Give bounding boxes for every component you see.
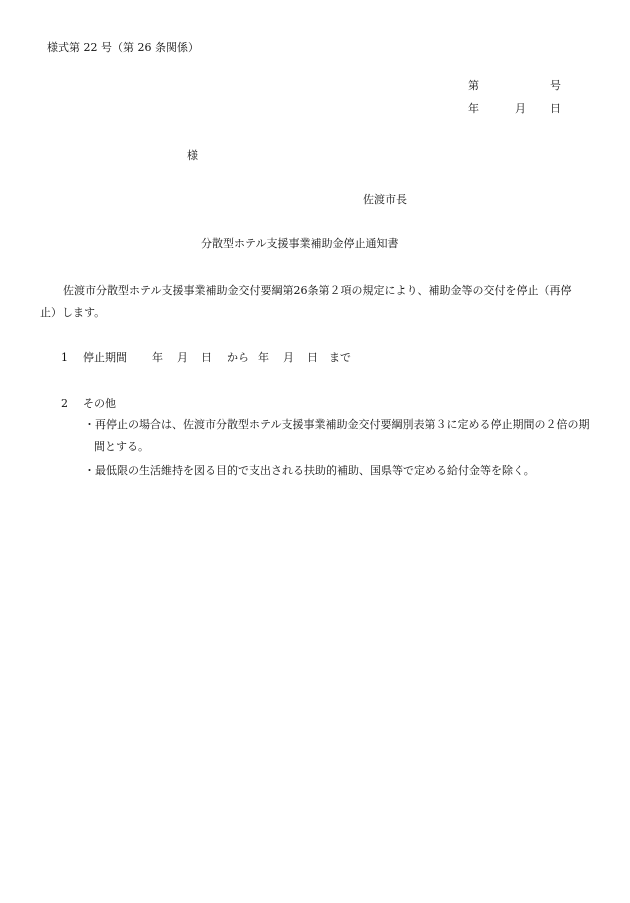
form-number: 様式第 22 号（第 26 条関係） — [47, 41, 199, 54]
item2-bullet-2: ・最低限の生活維持を図る目的で支出される扶助的補助、国県等で定める給付金等を除く。 — [84, 464, 535, 477]
document-title: 分散型ホテル支援事業補助金停止通知書 — [201, 237, 399, 250]
period-start-month: 月 — [177, 351, 188, 364]
item1-number: 1 — [61, 351, 68, 364]
item1-label: 停止期間 — [83, 351, 127, 364]
item2-bullet-1: ・再停止の場合は、佐渡市分散型ホテル支援事業補助金交付要綱別表第３に定める停止期間の２倍の期間とする。 — [84, 418, 590, 453]
item2-number: 2 — [61, 397, 68, 410]
period-end-month: 月 — [283, 351, 294, 364]
addressee-suffix: 様 — [187, 149, 198, 162]
period-end-year: 年 — [258, 351, 269, 364]
body-paragraph: 佐渡市分散型ホテル支援事業補助金交付要綱第26条第２項の規定により、補助金等の交付を停止（再停止）します。 — [40, 284, 572, 319]
date-month: 月 — [515, 102, 526, 115]
item2-label: その他 — [83, 397, 116, 410]
period-from: から — [227, 351, 249, 364]
period-until: まで — [329, 351, 351, 364]
date-day: 日 — [550, 102, 561, 115]
date-year: 年 — [468, 102, 479, 115]
reference-go: 号 — [550, 79, 561, 92]
period-end-day: 日 — [307, 351, 318, 364]
period-start-day: 日 — [201, 351, 212, 364]
period-start-year: 年 — [152, 351, 163, 364]
sender-name: 佐渡市長 — [363, 193, 407, 206]
reference-dai: 第 — [468, 79, 479, 92]
